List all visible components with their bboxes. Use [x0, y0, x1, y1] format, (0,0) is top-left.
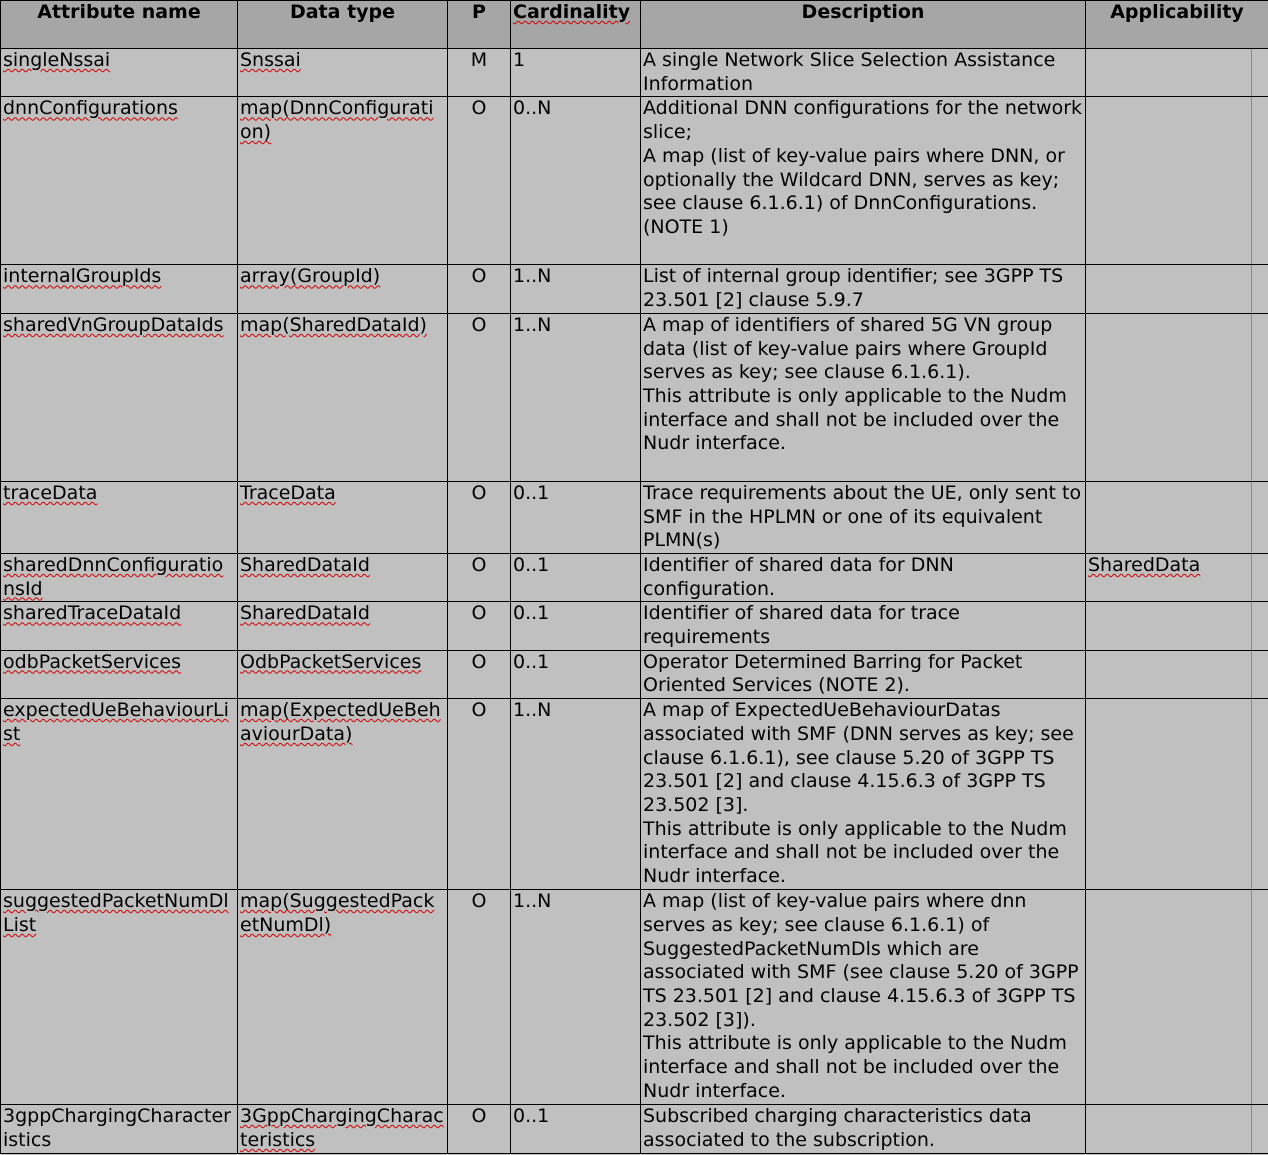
attribute-name-cell [1, 313, 238, 481]
data-type-cell-text: array(GroupId) [240, 265, 381, 288]
data-type-cell [238, 1105, 448, 1153]
cardinality-cell-text: 0..1 [513, 1105, 550, 1128]
cardinality-cell [511, 49, 641, 97]
table-row [1, 97, 1268, 265]
presence-cell [448, 481, 511, 553]
applicability-cell [1086, 265, 1268, 313]
table-row [1, 313, 1268, 481]
description-paragraph: A map of identifiers of shared 5G VN group data (list of key-value pairs where GroupId serves as key; see clause 6.1.6.1). [643, 313, 1053, 384]
description-paragraph: Operator Determined Barring for Packet Oriented Services (NOTE 2). [643, 650, 1023, 697]
col-header-applicability: Applicability [1086, 1, 1268, 49]
description-cell [641, 650, 1086, 698]
applicability-cell [1086, 602, 1268, 650]
presence-cell [448, 97, 511, 265]
description-paragraph: This attribute is only applicable to the Nudm interface and shall not be included over the Nudr interface. [643, 384, 1067, 455]
table-row [1, 481, 1268, 553]
attribute-name-cell [1, 650, 238, 698]
cardinality-cell-text: 0..1 [513, 481, 550, 504]
presence-cell [448, 49, 511, 97]
description-cell [641, 553, 1086, 601]
attribute-name-cell-text: dnnConfigurations [3, 97, 178, 120]
presence-cell [448, 313, 511, 481]
presence-cell [448, 553, 511, 601]
cardinality-cell [511, 481, 641, 553]
attribute-name-cell-text: expectedUeBehaviourList [3, 699, 229, 745]
data-type-cell-text: Snssai [240, 49, 301, 71]
data-type-cell-text: OdbPacketServices [240, 650, 422, 673]
description-cell [641, 265, 1086, 313]
cardinality-cell [511, 97, 641, 265]
attribute-name-cell [1, 553, 238, 601]
presence-cell-text: O [471, 553, 487, 576]
cardinality-cell-text: 0..1 [513, 602, 550, 625]
description-cell [641, 49, 1086, 97]
presence-cell-text: O [471, 699, 487, 722]
col-header-data-type: Data type [238, 1, 448, 49]
col-header-presence: P [448, 1, 511, 49]
applicability-cell [1086, 49, 1268, 97]
applicability-cell [1086, 481, 1268, 553]
cardinality-cell-text: 1..N [513, 890, 552, 913]
attribute-name-cell [1, 699, 238, 890]
attribute-name-cell-text: traceData [3, 481, 98, 504]
description-cell [641, 699, 1086, 890]
attribute-name-cell [1, 1105, 238, 1153]
description-paragraph: (NOTE 1) [643, 215, 729, 238]
data-type-cell [238, 650, 448, 698]
data-type-cell [238, 553, 448, 601]
cardinality-cell-text: 0..1 [513, 553, 550, 576]
data-type-cell-text: 3GppChargingCharacteristics [240, 1105, 444, 1151]
col-header-cardinality: Cardinality [511, 1, 641, 49]
presence-cell [448, 650, 511, 698]
description-cell [641, 1105, 1086, 1153]
presence-cell-text: O [471, 1105, 487, 1128]
description-cell [641, 890, 1086, 1105]
description-paragraph: A single Network Slice Selection Assistance Information [643, 49, 1056, 95]
attribute-name-cell-text: odbPacketServices [3, 650, 182, 673]
applicability-cell [1086, 97, 1268, 265]
presence-cell-text: O [471, 890, 487, 913]
presence-cell [448, 602, 511, 650]
presence-cell-text: O [471, 650, 487, 673]
attribute-name-cell-text: singleNssai [3, 49, 111, 71]
applicability-cell [1086, 890, 1268, 1105]
cardinality-cell [511, 890, 641, 1105]
cardinality-cell [511, 650, 641, 698]
cardinality-cell-text: 1..N [513, 699, 552, 722]
attribute-name-cell-text: internalGroupIds [3, 265, 162, 288]
attribute-name-cell-text: 3gppChargingCharacteristics [3, 1105, 231, 1151]
data-type-cell [238, 313, 448, 481]
table-row [1, 265, 1268, 313]
cardinality-cell-text: 0..N [513, 97, 552, 120]
description-paragraph: A map (list of key-value pairs where dnn serves as key; see clause 6.1.6.1) of SuggestedPacketNumDls which are associated with SMF (see clause 5.20 of 3GPP TS 23.501 [2] and clause 4.15.6.3 of 3GPP TS 23.502 [3]). [643, 890, 1079, 1031]
presence-cell-text: O [471, 265, 487, 288]
table-body [1, 49, 1268, 1154]
attribute-name-cell [1, 602, 238, 650]
description-paragraph: Identifier of shared data for trace requirements [643, 602, 960, 649]
cardinality-cell-text: 0..1 [513, 650, 550, 673]
applicability-cell [1086, 313, 1268, 481]
table-row [1, 890, 1268, 1105]
table-row [1, 49, 1268, 97]
description-paragraph: Subscribed charging characteristics data associated to the subscription. [643, 1105, 1032, 1151]
description-paragraph: A map (list of key-value pairs where DNN, or optionally the Wildcard DNN, serves as key; see clause 6.1.6.1) of DnnConfigurations. [643, 144, 1065, 215]
table-row [1, 553, 1268, 601]
presence-cell [448, 1105, 511, 1153]
applicability-cell [1086, 553, 1268, 601]
description-paragraph: Identifier of shared data for DNN configuration. [643, 553, 954, 600]
table-row [1, 650, 1268, 698]
data-type-cell-text: SharedDataId [240, 602, 370, 625]
data-type-cell [238, 49, 448, 97]
description-paragraph: A map of ExpectedUeBehaviourDatas associated with SMF (DNN serves as key; see clause 6.1.6.1), see clause 5.20 of 3GPP TS 23.501 [2] and clause 4.15.6.3 of 3GPP TS 23.502 [3]. [643, 699, 1074, 816]
attribute-name-cell [1, 97, 238, 265]
attribute-name-cell-text: sharedVnGroupDataIds [3, 313, 224, 336]
description-paragraph: Trace requirements about the UE, only sent to SMF in the HPLMN or one of its equivalent PLMN(s) [643, 481, 1082, 552]
description-paragraph: List of internal group identifier; see 3GPP TS 23.501 [2] clause 5.9.7 [643, 265, 1064, 312]
presence-cell-text: O [471, 602, 487, 625]
description-cell [641, 313, 1086, 481]
data-type-cell [238, 602, 448, 650]
presence-cell [448, 699, 511, 890]
attribute-name-cell-text: suggestedPacketNumDlList [3, 890, 229, 936]
cardinality-cell [511, 313, 641, 481]
cardinality-cell [511, 553, 641, 601]
attribute-name-cell [1, 265, 238, 313]
description-cell [641, 481, 1086, 553]
description-paragraph: Additional DNN configurations for the network slice; [643, 97, 1083, 144]
description-cell [641, 602, 1086, 650]
table-row [1, 699, 1268, 890]
data-type-cell [238, 265, 448, 313]
presence-cell-text: M [470, 49, 488, 71]
description-paragraph: This attribute is only applicable to the Nudm interface and shall not be included over the Nudr interface. [643, 1032, 1067, 1102]
applicability-cell [1086, 650, 1268, 698]
data-type-cell-text: map(DnnConfiguration) [240, 97, 434, 144]
cardinality-cell-text: 1..N [513, 313, 552, 336]
attribute-name-cell-text: sharedDnnConfigurationsId [3, 553, 224, 600]
applicability-cell [1086, 1105, 1268, 1153]
presence-cell-text: O [471, 313, 487, 336]
cardinality-cell [511, 602, 641, 650]
attribute-name-cell [1, 481, 238, 553]
description-cell [641, 97, 1086, 265]
applicability-cell [1086, 699, 1268, 890]
col-header-attribute-name: Attribute name [1, 1, 238, 49]
data-type-cell [238, 97, 448, 265]
header-row [1, 1, 1268, 49]
cardinality-cell-text: 1 [513, 49, 526, 71]
col-header-description: Description [641, 1, 1086, 49]
presence-cell [448, 890, 511, 1105]
data-type-cell-text: map(ExpectedUeBehaviourData) [240, 699, 441, 745]
presence-cell-text: O [471, 97, 487, 120]
cardinality-cell [511, 265, 641, 313]
data-type-cell [238, 699, 448, 890]
presence-cell-text: O [471, 481, 487, 504]
attribute-name-cell-text: sharedTraceDataId [3, 602, 182, 625]
data-type-cell [238, 481, 448, 553]
cardinality-cell-text: 1..N [513, 265, 552, 288]
data-type-cell [238, 890, 448, 1105]
table-row [1, 1105, 1268, 1153]
attribute-name-cell [1, 890, 238, 1105]
data-type-cell-text: TraceData [240, 481, 336, 504]
description-paragraph: This attribute is only applicable to the Nudm interface and shall not be included over the Nudr interface. [643, 817, 1067, 888]
table-row [1, 602, 1268, 650]
data-type-cell-text: map(SuggestedPacketNumDl) [240, 890, 435, 936]
data-type-cell-text: map(SharedDataId) [240, 313, 427, 336]
applicability-cell-text: SharedData [1088, 553, 1201, 576]
presence-cell [448, 265, 511, 313]
cardinality-cell [511, 699, 641, 890]
data-type-cell-text: SharedDataId [240, 553, 370, 576]
attribute-name-cell [1, 49, 238, 97]
cardinality-cell [511, 1105, 641, 1153]
